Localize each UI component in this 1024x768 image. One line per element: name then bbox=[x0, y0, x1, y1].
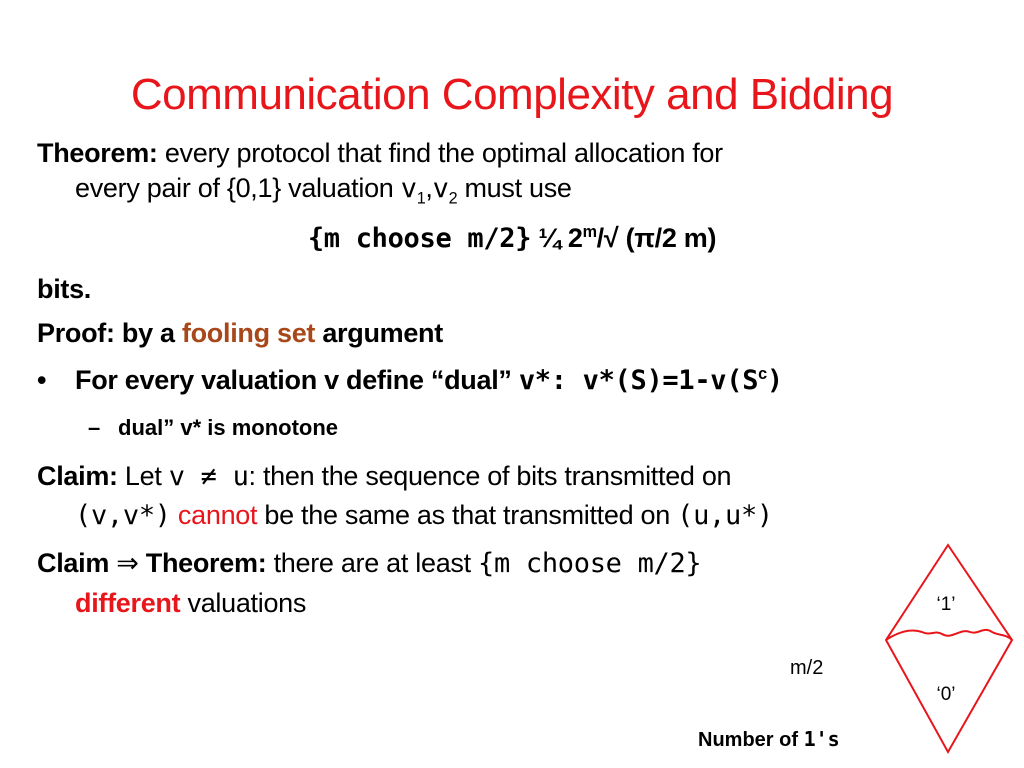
bullet-formula-end: ) bbox=[766, 365, 783, 396]
bullet-sup: c bbox=[758, 365, 767, 383]
claim2-text-a: there are at least bbox=[266, 548, 479, 578]
middle-layer-curve bbox=[886, 630, 1012, 640]
formula-choose: {m choose m/2} bbox=[307, 223, 532, 254]
caption-text: Number of bbox=[698, 729, 804, 751]
claim2-label-b: Theorem: bbox=[138, 548, 267, 578]
lattice-diamond-diagram bbox=[880, 540, 1020, 755]
subbullet-text: dual” v* is monotone bbox=[118, 415, 339, 440]
diagram-caption bbox=[698, 727, 840, 752]
fooling-set-text: fooling set bbox=[181, 318, 316, 348]
theorem-line-2 bbox=[75, 173, 572, 208]
subbullet-marker: – bbox=[88, 415, 101, 440]
theorem-sub1: 1 bbox=[416, 189, 426, 208]
claim2-formula: {m choose m/2} bbox=[478, 548, 702, 579]
claim1-label: Claim: bbox=[37, 461, 118, 491]
theorem-v1: v bbox=[400, 173, 417, 204]
slide-title: Communication Complexity and Bidding bbox=[130, 70, 894, 119]
mid-label: m/2 bbox=[790, 657, 824, 679]
proof-line bbox=[37, 318, 443, 349]
claim2-line-1 bbox=[37, 548, 701, 579]
bullet-line bbox=[75, 365, 783, 396]
claim1-formula-c: (u,u*) bbox=[677, 500, 773, 531]
different-text: different bbox=[75, 588, 181, 618]
formula-sqrt: /√ (π/2 m) bbox=[596, 223, 717, 253]
claim2-arrow: ⇒ bbox=[116, 548, 139, 578]
claim1-text-c: be the same as that transmitted on bbox=[257, 500, 678, 530]
caption-formula: 1's bbox=[803, 727, 840, 751]
theorem-line-1 bbox=[37, 138, 723, 169]
bullet-marker: • bbox=[37, 365, 47, 395]
bullet-formula: v*: v*(S)=1-v(S bbox=[518, 365, 759, 396]
claim1-formula-a: v ≠ u bbox=[168, 461, 249, 492]
theorem-text-1: every protocol that find the optimal allocation for bbox=[164, 138, 723, 168]
claim1-text-a: Let bbox=[117, 461, 169, 491]
claim1-line-2 bbox=[75, 500, 773, 531]
theorem-formula bbox=[0, 223, 1024, 254]
formula-quarter: ¼ 2 bbox=[531, 223, 583, 253]
claim1-formula-b: (v,v*) bbox=[75, 500, 171, 531]
theorem-label: Theorem: bbox=[37, 138, 158, 168]
claim2-label-a: Claim bbox=[37, 548, 117, 578]
formula-sup: m bbox=[582, 223, 597, 241]
bottom-label: ‘0’ bbox=[936, 684, 956, 705]
proof-suffix: argument bbox=[315, 318, 443, 348]
top-label: ‘1’ bbox=[936, 594, 956, 615]
claim1-text-b: : then the sequence of bits transmitted on bbox=[248, 461, 732, 491]
claim2-line-2 bbox=[75, 588, 306, 619]
diamond-outline bbox=[886, 545, 1012, 752]
theorem-sub2: 2 bbox=[448, 189, 458, 208]
theorem-comma: , bbox=[425, 173, 433, 203]
cannot-text: cannot bbox=[170, 500, 258, 530]
claim1-line-1 bbox=[37, 461, 731, 492]
bits-text: bits. bbox=[37, 274, 92, 304]
theorem-v2: v bbox=[432, 173, 449, 204]
theorem-text-2: every pair of {0,1} valuation bbox=[75, 173, 401, 203]
theorem-text-3: must use bbox=[457, 173, 572, 203]
proof-prefix: Proof: by a bbox=[37, 318, 182, 348]
claim2-text-b: valuations bbox=[180, 588, 307, 618]
bullet-text: For every valuation v define “dual” bbox=[75, 365, 519, 395]
